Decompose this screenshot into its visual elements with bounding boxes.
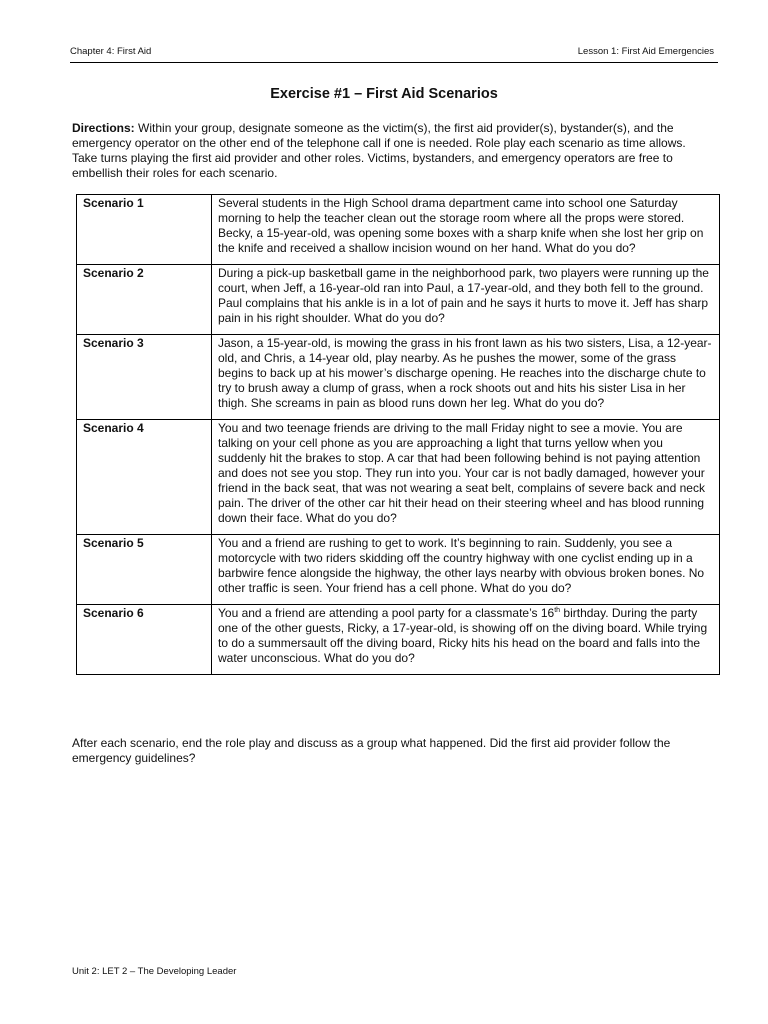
directions-paragraph	[72, 121, 714, 181]
directions-text: Within your group, designate someone as the victim(s), the first aid provider(s), bystander(s), and the emergency operator on the other end of the telephone call if one is needed. Role play each scenario as time allows. Take turns playing the first aid provider and other roles. Victims, bystanders, and emergency operators are free to embellish their roles for each scenario.	[72, 121, 686, 180]
table-row	[77, 605, 720, 675]
page-footer: Unit 2: LET 2 – The Developing Leader	[72, 966, 237, 977]
scenario-text: You and two teenage friends are driving to the mall Friday night to see a movie. You are talking on your cell phone as you are approaching a light that turns yellow when you suddenly hit the brakes to stop. A car that had been following behind is not paying attention and does not see you stop. They run into you. Your car is not badly damaged, however your friend in the back seat, that was not wearing a seat belt, complains of severe back and neck pain. The driver of the other car hit their head on their steering wheel and has blood running down their face. What do you do?	[212, 420, 720, 535]
scenarios-table	[76, 194, 720, 675]
scenario-label: Scenario 5	[77, 535, 212, 605]
table-row	[77, 265, 720, 335]
scenario-text	[212, 605, 720, 675]
scenario-label: Scenario 1	[77, 195, 212, 265]
scenario-text: Jason, a 15-year-old, is mowing the grass in his front lawn as his two sisters, Lisa, a 12-year-old, and Chris, a 14-year old, play nearby. As he pushes the mower, some of the grass begins to back up at his mower’s discharge opening. He reaches into the discharge chute to try to brush away a clump of grass, when a rock shoots out and hits his sister Lisa in her thigh. She screams in pain as blood runs down her leg. What do you do?	[212, 335, 720, 420]
page-header	[70, 46, 718, 63]
ordinal-suffix: th	[554, 607, 561, 614]
table-row	[77, 195, 720, 265]
scenario-label: Scenario 3	[77, 335, 212, 420]
scenario-text-part: birthday. During the party one of the other guests, Ricky, a 17-year-old, is showing off on the diving board. While trying to do a summersault off the diving board, Ricky hits his head on the board and falls into the water unconscious. What do you do?	[218, 606, 708, 665]
scenario-text: During a pick-up basketball game in the neighborhood park, two players were running up the court, when Jeff, a 16-year-old ran into Paul, a 17-year-old, and they both fell to the ground. Paul complains that his ankle is in a lot of pain and he says it hurts to move it. Jeff has sharp pain in his right shoulder. What do you do?	[212, 265, 720, 335]
after-paragraph: After each scenario, end the role play and discuss as a group what happened. Did the first aid provider follow the emergency guidelines?	[72, 736, 671, 765]
scenario-label: Scenario 2	[77, 265, 212, 335]
scenario-label: Scenario 6	[77, 605, 212, 675]
table-row	[77, 420, 720, 535]
table-row	[77, 535, 720, 605]
scenario-text-part: You and a friend are attending a pool party for a classmate’s 16	[218, 606, 555, 620]
scenario-text: Several students in the High School drama department came into school one Saturday morning to help the teacher clean out the storage room where all the props were stored. Becky, a 15-year-old, was opening some boxes with a sharp knife when she lost her grip on the knife and received a shallow incision wound on her hand. What do you do?	[212, 195, 720, 265]
lesson-label: Lesson 1: First Aid Emergencies	[577, 46, 714, 57]
page-title: Exercise #1 – First Aid Scenarios	[270, 86, 498, 102]
directions-label: Directions:	[72, 121, 135, 135]
chapter-label: Chapter 4: First Aid	[70, 46, 152, 57]
scenario-text: You and a friend are rushing to get to work. It’s beginning to rain. Suddenly, you see a motorcycle with two riders skidding off the country highway with one cyclist ending up in a barbwire fence alongside the highway, the other lays nearby with obvious broken bones. No other traffic is seen. Your friend has a cell phone. What do you do?	[212, 535, 720, 605]
scenario-label: Scenario 4	[77, 420, 212, 535]
table-row	[77, 335, 720, 420]
